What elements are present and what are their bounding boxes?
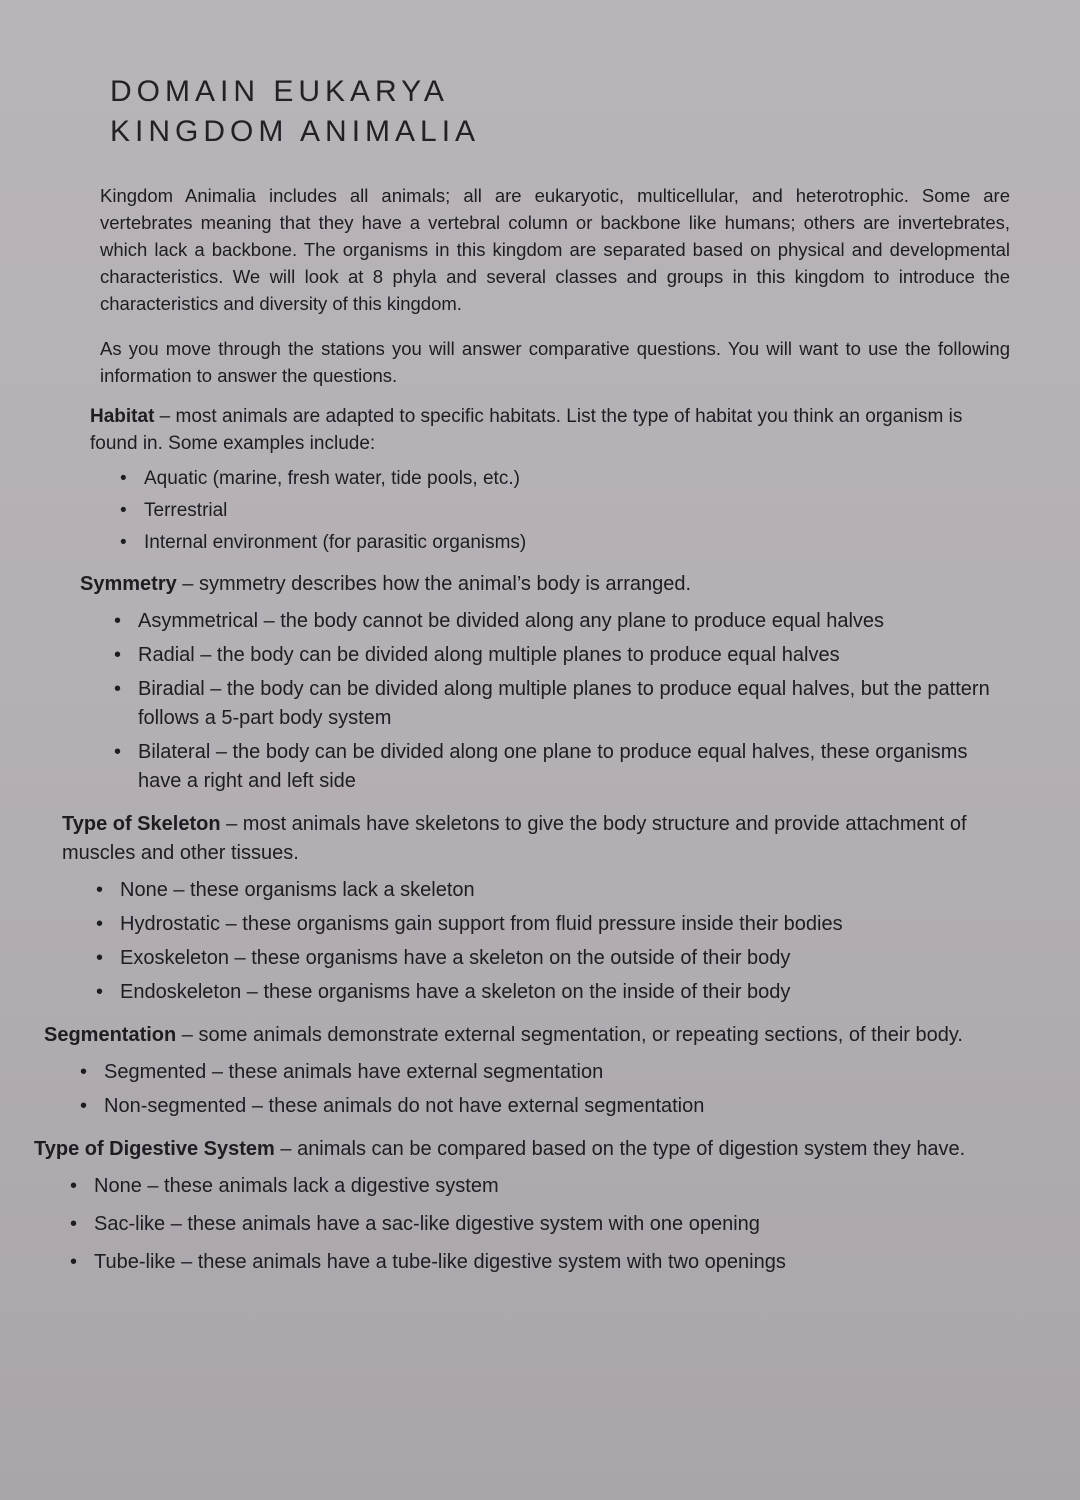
list-item: • Terrestrial [120,497,1000,524]
section-heading [44,1021,1040,1050]
list-item: • Asymmetrical – the body cannot be divided along any plane to produce equal halves [114,607,1000,636]
section-skeleton [62,810,1000,1007]
list-item: • Sac-like – these animals have a sac-like digestive system with one opening [70,1210,1054,1239]
title-kingdom: KINGDOM ANIMALIA [110,115,481,148]
list-item: • Radial – the body can be divided along multiple planes to produce equal halves [114,641,1000,670]
section-segmentation [44,1021,1040,1121]
title-domain: DOMAIN EUKARYA [110,75,449,108]
list-item: • Bilateral – the body can be divided along one plane to produce equal halves, these organisms have a right and left side [114,738,1000,796]
page-title [110,72,1040,152]
section-term: Symmetry [80,573,177,595]
section-digestive-system [34,1135,1054,1277]
list-item: • Endoskeleton – these organisms have a skeleton on the inside of their body [96,978,1000,1007]
section-habitat [90,403,1000,556]
section-term: Segmentation [44,1024,177,1046]
section-term: Habitat [90,406,155,427]
section-heading [90,403,1000,457]
list-item: • Exoskeleton – these organisms have a skeleton on the outside of their body [96,944,1000,973]
section-term: Type of Skeleton [62,813,221,835]
list-item: • None – these animals lack a digestive system [70,1172,1054,1201]
section-description: – most animals have skeletons to give the body structure and provide attachment of muscles and other tissues. [62,813,967,864]
list-item: • Internal environment (for parasitic organisms) [120,529,1000,556]
bullet-list [70,1172,1054,1277]
section-heading [80,570,1000,599]
section-description: – most animals are adapted to specific habitats. List the type of habitat you think an organism is found in. Some examples include: [90,406,963,454]
intro-block [100,182,1010,389]
list-item: • None – these organisms lack a skeleton [96,876,1000,905]
list-item: • Tube-like – these animals have a tube-like digestive system with two openings [70,1248,1054,1277]
list-item: • Segmented – these animals have external segmentation [80,1058,1040,1087]
intro-paragraph: Kingdom Animalia includes all animals; all are eukaryotic, multicellular, and heterotrophic. Some are vertebrates meaning that they have a vertebral column or backbone like humans; others are invertebrates, which lack a backbone. The organisms in this kingdom are separated based on physical and developmental characteristics. We will look at 8 phyla and several classes and groups in this kingdom to introduce the characteristics and diversity of this kingdom. [100,185,1010,314]
bullet-list [120,465,1000,556]
instructions-paragraph: As you move through the stations you will answer comparative questions. You will want to use the following information to answer the questions. [100,338,1010,386]
bullet-list [80,1058,1040,1121]
section-description: – symmetry describes how the animal’s body is arranged. [176,573,692,595]
list-item: • Biradial – the body can be divided along multiple planes to produce equal halves, but the pattern follows a 5-part body system [114,675,1000,733]
list-item: • Non-segmented – these animals do not have external segmentation [80,1092,1040,1121]
section-description: – some animals demonstrate external segmentation, or repeating sections, of their body. [176,1024,963,1046]
section-heading [62,810,1000,868]
section-term: Type of Digestive System [34,1138,275,1160]
section-heading [34,1135,1054,1164]
bullet-list [114,607,1000,796]
section-description: – animals can be compared based on the type of digestion system they have. [274,1138,966,1160]
section-symmetry [80,570,1000,796]
bullet-list [96,876,1000,1007]
list-item: • Hydrostatic – these organisms gain support from fluid pressure inside their bodies [96,910,1000,939]
list-item: • Aquatic (marine, fresh water, tide pools, etc.) [120,465,1000,492]
